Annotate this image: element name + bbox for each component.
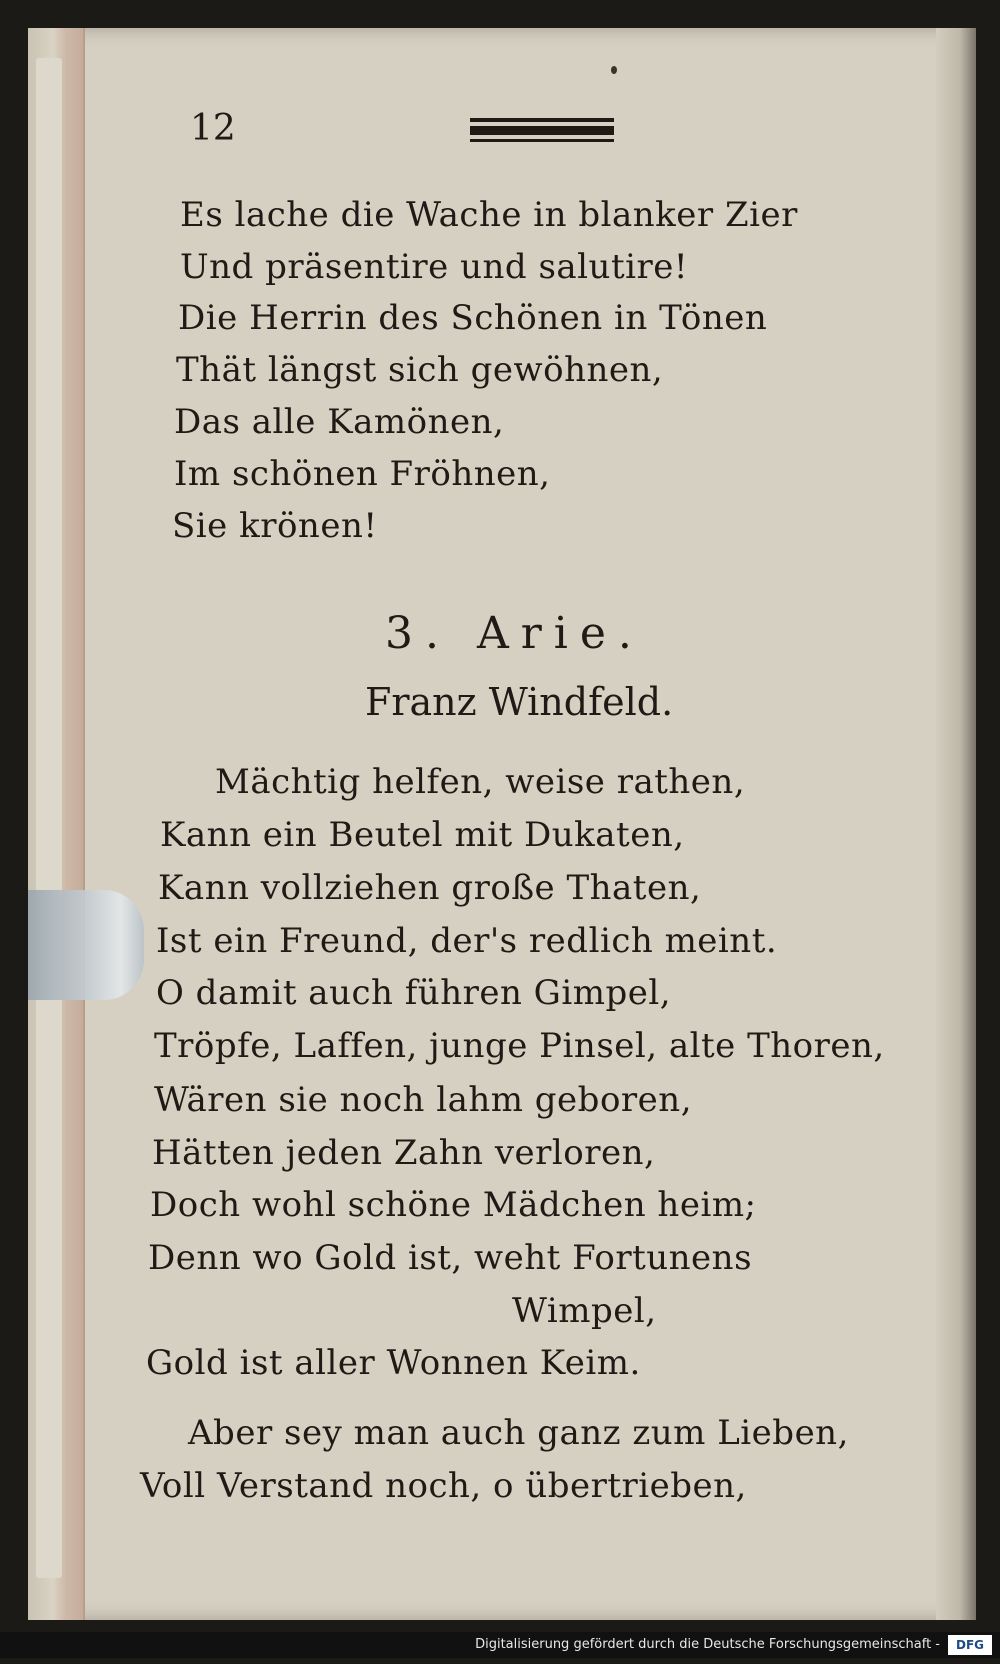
page-number: 12: [190, 108, 236, 149]
header-rule: [470, 139, 614, 142]
header-rule: [470, 126, 614, 135]
closing-line: Voll Verstand noch, o übertrieben,: [140, 1466, 747, 1506]
aria-line: Kann ein Beutel mit Dukaten,: [160, 815, 685, 855]
aria-line: Ist ein Freund, der's redlich meint.: [156, 921, 778, 961]
aria-line: Hätten jeden Zahn verloren,: [152, 1133, 656, 1173]
page-edge-strip: [36, 58, 62, 1578]
aria-line: Denn wo Gold ist, weht Fortunens: [148, 1238, 753, 1278]
poem-line: Das alle Kamönen,: [174, 402, 505, 442]
poem-line: Die Herrin des Schönen in Tönen: [178, 298, 768, 338]
aria-line: Doch wohl schöne Mädchen heim;: [150, 1185, 757, 1225]
aria-line: Wären sie noch lahm geboren,: [154, 1080, 692, 1120]
page-right-edge: [936, 28, 976, 1620]
ink-spot: [611, 66, 617, 74]
page-clip: [28, 890, 144, 1000]
poem-line: Und präsentire und salutire!: [180, 247, 689, 287]
poem-line: Es lache die Wache in blanker Zier: [180, 195, 798, 235]
aria-line: O damit auch führen Gimpel,: [156, 973, 672, 1013]
section-title: 3. Arie.: [385, 608, 644, 659]
poem-line: Sie krönen!: [172, 506, 378, 546]
closing-line: Aber sey man auch ganz zum Lieben,: [188, 1413, 849, 1453]
aria-line: Wimpel,: [512, 1291, 657, 1331]
page-gutter: [28, 28, 85, 1620]
aria-line: Gold ist aller Wonnen Keim.: [146, 1343, 641, 1383]
header-rule: [470, 118, 614, 122]
dfg-logo: DFG: [948, 1635, 992, 1655]
aria-line: Tröpfe, Laffen, junge Pinsel, alte Thoren,: [154, 1026, 885, 1066]
poem-line: Im schönen Fröhnen,: [174, 454, 551, 494]
digitization-credit: Digitalisierung gefördert durch die Deutsche Forschungsgemeinschaft -: [0, 1632, 1000, 1658]
aria-line: Mächtig helfen, weise rathen,: [215, 762, 746, 802]
poem-line: Thät längst sich gewöhnen,: [176, 350, 664, 390]
aria-line: Kann vollziehen große Thaten,: [158, 868, 702, 908]
section-subtitle: Franz Windfeld.: [365, 680, 674, 724]
